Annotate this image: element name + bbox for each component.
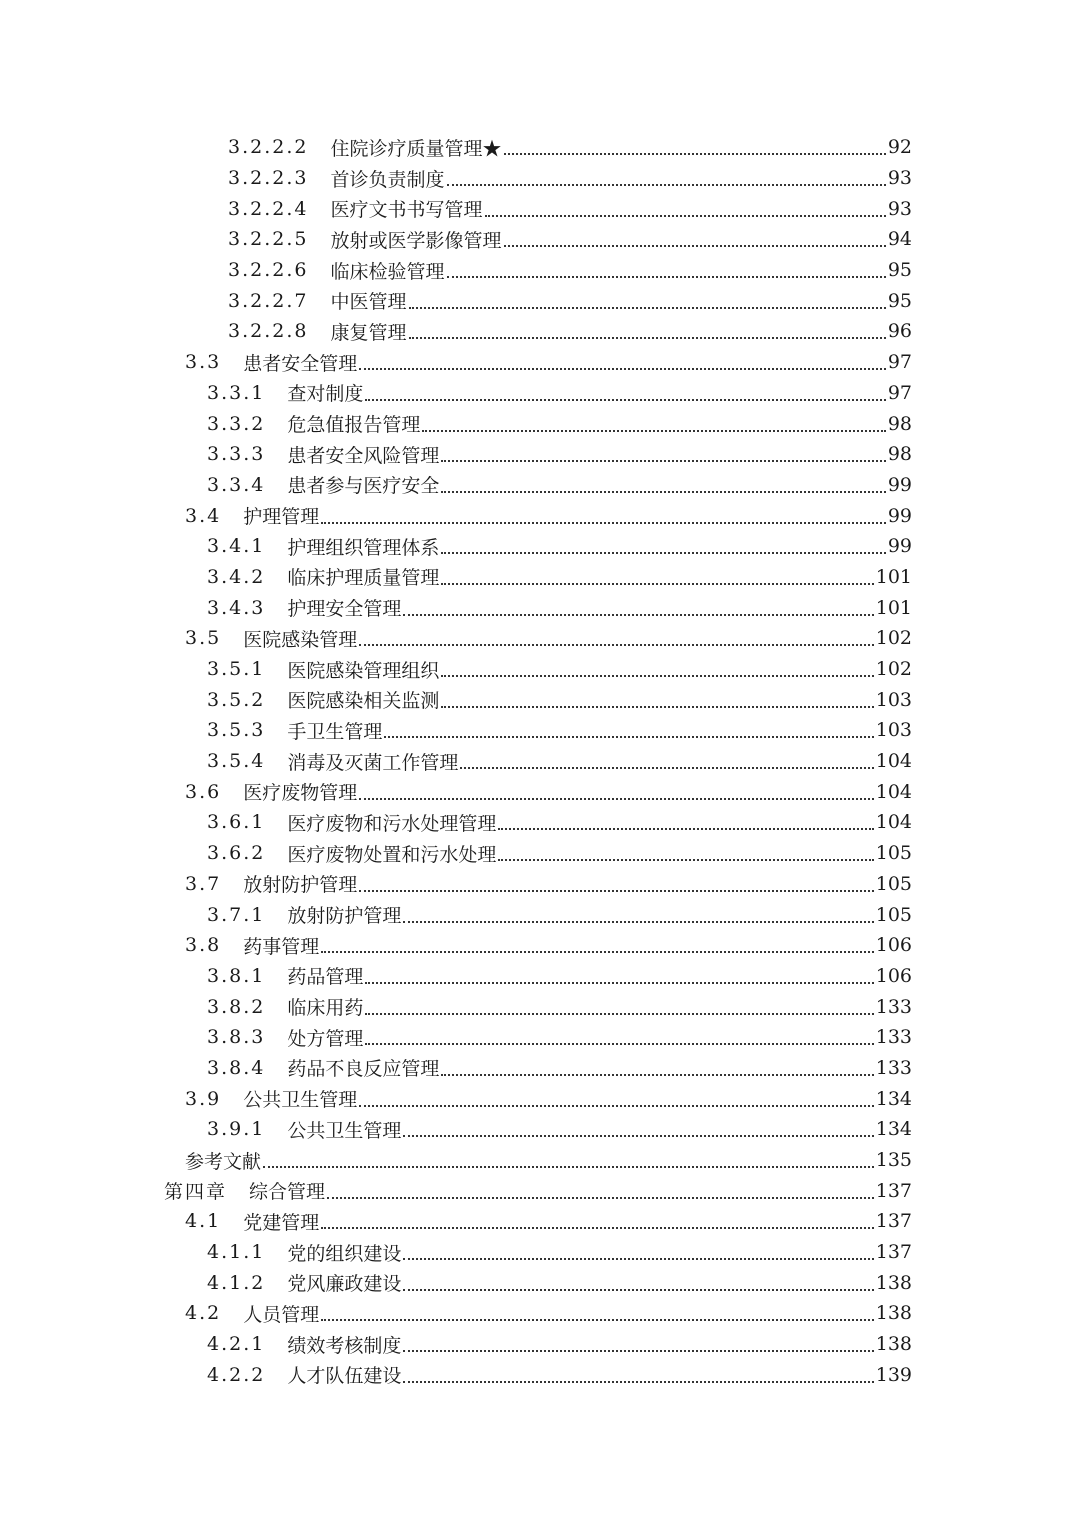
toc-entry[interactable] — [0, 991, 1074, 1022]
toc-entry[interactable] — [0, 592, 1074, 623]
toc-entry-page-number: 106 — [875, 964, 912, 987]
toc-entry-number: 3.6 — [185, 780, 222, 803]
dot-leader — [441, 491, 885, 493]
toc-entry-number: 3.2.2.6 — [228, 259, 309, 282]
dot-leader — [263, 1166, 874, 1168]
toc-entry-number: 3.8.4 — [207, 1056, 266, 1079]
toc-entry-number: 3.3.4 — [207, 473, 266, 496]
toc-entry[interactable] — [0, 1053, 1074, 1084]
toc-entry[interactable] — [0, 899, 1074, 930]
toc-entry-page-number: 99 — [887, 473, 912, 496]
toc-entry-number: 3.3.2 — [207, 412, 266, 435]
dot-leader — [359, 1105, 874, 1107]
toc-entry[interactable] — [0, 807, 1074, 838]
toc-entry[interactable] — [0, 684, 1074, 715]
toc-entry-title: 护理组织管理体系 — [287, 536, 440, 559]
toc-entry-title: 查对制度 — [287, 383, 364, 406]
toc-entry-number: 3.8.2 — [207, 995, 266, 1018]
toc-entry-number: 3.7.1 — [207, 903, 266, 926]
toc-entry-page-number: 133 — [875, 1056, 912, 1079]
toc-entry[interactable] — [0, 1114, 1074, 1145]
toc-entry-number: 3.2.2.3 — [228, 167, 309, 190]
toc-entry-number: 3.9 — [185, 1087, 222, 1110]
toc-entry-number: 4.1 — [185, 1210, 222, 1233]
toc-entry[interactable] — [0, 961, 1074, 992]
toc-entry-number: 3.2.2.4 — [228, 197, 309, 220]
toc-entry-number: 3.7 — [185, 872, 222, 895]
dot-leader — [321, 522, 886, 524]
toc-entry-page-number: 137 — [875, 1241, 912, 1264]
dot-leader — [447, 276, 886, 278]
toc-entry-title: 消毒及灭菌工作管理 — [287, 751, 459, 774]
toc-entry-page-number: 101 — [875, 565, 912, 588]
toc-entry-title: 康复管理 — [330, 321, 407, 344]
toc-entry[interactable] — [0, 715, 1074, 746]
toc-entry-number: 3.8 — [185, 934, 222, 957]
dot-leader — [460, 767, 873, 769]
toc-entry-title: 综合管理 — [249, 1181, 326, 1204]
toc-entry[interactable] — [0, 623, 1074, 654]
toc-entry[interactable] — [0, 193, 1074, 224]
toc-entry-title: 药品管理 — [287, 966, 364, 989]
toc-entry[interactable] — [0, 1237, 1074, 1268]
dot-leader — [403, 1258, 873, 1260]
toc-entry-number: 3.3 — [185, 351, 222, 374]
dot-leader — [498, 859, 873, 861]
toc-entry-page-number: 139 — [875, 1363, 912, 1386]
dot-leader — [327, 1197, 874, 1199]
toc-entry-title: 药品不良反应管理 — [287, 1058, 440, 1081]
toc-entry[interactable] — [0, 1175, 1074, 1206]
toc-entry-page-number: 93 — [887, 197, 912, 220]
toc-entry-page-number: 105 — [875, 872, 912, 895]
toc-entry[interactable] — [0, 1267, 1074, 1298]
toc-entry-page-number: 102 — [875, 658, 912, 681]
toc-entry-page-number: 138 — [875, 1333, 912, 1356]
toc-entry-number: 3.5.2 — [207, 688, 266, 711]
toc-entry-number: 3.4.1 — [207, 535, 266, 558]
toc-entry[interactable] — [0, 408, 1074, 439]
dot-leader — [441, 1074, 873, 1076]
toc-entry-number: 3.3.3 — [207, 443, 266, 466]
toc-entry[interactable] — [0, 654, 1074, 685]
toc-entry-page-number: 95 — [887, 259, 912, 282]
toc-entry-number: 第四章 — [164, 1181, 228, 1204]
toc-entry-title: 医疗文书书写管理 — [330, 199, 483, 222]
toc-entry-page-number: 93 — [887, 167, 912, 190]
toc-entry-title: 手卫生管理 — [287, 720, 383, 743]
toc-entry-title: 患者安全风险管理 — [287, 444, 440, 467]
toc-entry[interactable] — [0, 1083, 1074, 1114]
toc-entry-title: 放射防护管理 — [243, 874, 358, 897]
dot-leader — [441, 706, 873, 708]
toc-entry-title: 临床护理质量管理 — [287, 567, 440, 590]
toc-entry-title: 医疗废物管理 — [243, 782, 358, 805]
dot-leader — [504, 245, 886, 247]
dot-leader — [441, 460, 885, 462]
dot-leader — [365, 399, 885, 401]
toc-entry[interactable] — [0, 1360, 1074, 1391]
toc-entry-page-number: 96 — [887, 320, 912, 343]
dot-leader — [359, 644, 874, 646]
toc-entry-number: 3.5.3 — [207, 719, 266, 742]
toc-entry-page-number: 98 — [887, 443, 912, 466]
toc-entry-number: 3.5.4 — [207, 750, 266, 773]
toc-entry-title: 医疗废物和污水处理管理 — [287, 812, 497, 835]
dot-leader — [441, 552, 885, 554]
toc-entry-number: 4.1.2 — [207, 1271, 266, 1294]
toc-entry-number: 3.3.1 — [207, 381, 266, 404]
toc-entry-page-number: 134 — [875, 1087, 912, 1110]
toc-entry-title: 人才队伍建设 — [287, 1365, 402, 1388]
toc-entry-page-number: 97 — [887, 351, 912, 374]
toc-entry-title: 人员管理 — [243, 1303, 320, 1326]
toc-entry[interactable] — [0, 132, 1074, 163]
toc-entry-title: 公共卫生管理 — [287, 1119, 402, 1142]
toc-entry-page-number: 102 — [875, 627, 912, 650]
toc-entry-number: 3.2.2.2 — [228, 136, 309, 159]
toc-entry-page-number: 104 — [875, 780, 912, 803]
dot-leader — [441, 675, 873, 677]
toc-entry-page-number: 103 — [875, 719, 912, 742]
toc-entry[interactable] — [0, 869, 1074, 900]
toc-entry-number: 3.6.1 — [207, 811, 266, 834]
dot-leader — [359, 798, 874, 800]
toc-entry-number: 4.2.1 — [207, 1333, 266, 1356]
toc-entry-page-number: 95 — [887, 289, 912, 312]
toc-entry-title: 医疗废物处置和污水处理 — [287, 843, 497, 866]
toc-entry-number: 3.4.3 — [207, 596, 266, 619]
toc-entry-number: 3.5.1 — [207, 658, 266, 681]
dot-leader — [359, 368, 886, 370]
toc-entry-page-number: 137 — [875, 1210, 912, 1233]
dot-leader — [321, 951, 874, 953]
toc-entry[interactable] — [0, 746, 1074, 777]
dot-leader — [441, 583, 873, 585]
dot-leader — [321, 1319, 874, 1321]
toc-entry-title: 药事管理 — [243, 935, 320, 958]
dot-leader — [409, 307, 886, 309]
toc-entry-page-number: 133 — [875, 1026, 912, 1049]
toc-entry-number: 4.1.1 — [207, 1241, 266, 1264]
toc-entry[interactable] — [0, 562, 1074, 593]
toc-entry[interactable] — [0, 1329, 1074, 1360]
toc-entry-number: 3.5 — [185, 627, 222, 650]
toc-entry[interactable] — [0, 255, 1074, 286]
dot-leader — [504, 153, 886, 155]
toc-entry-page-number: 92 — [887, 136, 912, 159]
toc-entry-title: 放射防护管理 — [287, 905, 402, 928]
toc-entry-page-number: 98 — [887, 412, 912, 435]
dot-leader — [321, 1227, 874, 1229]
toc-entry[interactable] — [0, 838, 1074, 869]
toc-entry-page-number: 137 — [875, 1179, 912, 1202]
toc-entry[interactable] — [0, 1145, 1074, 1176]
toc-entry[interactable] — [0, 1206, 1074, 1237]
toc-entry-page-number: 138 — [875, 1302, 912, 1325]
dot-leader — [365, 982, 873, 984]
toc-entry[interactable] — [0, 1022, 1074, 1053]
toc-entry-title: 护理管理 — [243, 506, 320, 529]
dot-leader — [365, 1043, 873, 1045]
toc-entry-number: 3.8.1 — [207, 964, 266, 987]
toc-entry-page-number: 103 — [875, 688, 912, 711]
toc-entry-title: 党风廉政建设 — [287, 1273, 402, 1296]
toc-entry-page-number: 105 — [875, 842, 912, 865]
toc-entry-page-number: 138 — [875, 1271, 912, 1294]
toc-entry-number: 3.2.2.7 — [228, 289, 309, 312]
toc-entry-title: 参考文献 — [185, 1150, 262, 1173]
toc-entry[interactable] — [0, 1298, 1074, 1329]
toc-entry-page-number: 105 — [875, 903, 912, 926]
toc-entry[interactable] — [0, 224, 1074, 255]
toc-entry[interactable] — [0, 347, 1074, 378]
toc-entry-page-number: 134 — [875, 1118, 912, 1141]
toc-entry-number: 3.6.2 — [207, 842, 266, 865]
toc-entry-title: 绩效考核制度 — [287, 1334, 402, 1357]
toc-entry-number: 3.8.3 — [207, 1026, 266, 1049]
dot-leader — [422, 430, 885, 432]
toc-entry-title: 放射或医学影像管理 — [330, 229, 502, 252]
toc-entry-page-number: 101 — [875, 596, 912, 619]
toc-entry-number: 4.2.2 — [207, 1363, 266, 1386]
toc-entry-number: 3.4 — [185, 504, 222, 527]
toc-entry-title: 党建管理 — [243, 1211, 320, 1234]
toc-entry-page-number: 94 — [887, 228, 912, 251]
toc-entry-title: 医院感染管理组织 — [287, 659, 440, 682]
toc-entry-title: 护理安全管理 — [287, 598, 402, 621]
toc-entry-title: 党的组织建设 — [287, 1242, 402, 1265]
toc-entry-title: 临床检验管理 — [330, 260, 445, 283]
toc-entry[interactable] — [0, 470, 1074, 501]
toc-entry[interactable] — [0, 776, 1074, 807]
toc-entry-page-number: 135 — [875, 1149, 912, 1172]
toc-entry-title: 中医管理 — [330, 291, 407, 314]
toc-entry-number: 4.2 — [185, 1302, 222, 1325]
toc-entry[interactable] — [0, 316, 1074, 347]
toc-entry-number: 3.4.2 — [207, 565, 266, 588]
dot-leader — [403, 1289, 873, 1291]
dot-leader — [498, 828, 873, 830]
toc-entry-title: 处方管理 — [287, 1027, 364, 1050]
dot-leader — [403, 1135, 873, 1137]
toc-entry-title: 公共卫生管理 — [243, 1089, 358, 1112]
toc-entry[interactable] — [0, 500, 1074, 531]
toc-entry-number: 3.2.2.5 — [228, 228, 309, 251]
toc-entry[interactable] — [0, 531, 1074, 562]
toc-entry[interactable] — [0, 930, 1074, 961]
toc-entry[interactable] — [0, 163, 1074, 194]
toc-entry-page-number: 133 — [875, 995, 912, 1018]
toc-entry-number: 3.2.2.8 — [228, 320, 309, 343]
dot-leader — [447, 184, 886, 186]
toc-entry[interactable] — [0, 285, 1074, 316]
toc-entry-title: 危急值报告管理 — [287, 414, 421, 437]
toc-entry-title: 临床用药 — [287, 997, 364, 1020]
toc-entry-page-number: 99 — [887, 504, 912, 527]
dot-leader — [403, 921, 873, 923]
toc-entry-title: 患者安全管理 — [243, 352, 358, 375]
toc-entry[interactable] — [0, 439, 1074, 470]
table-of-contents — [0, 132, 1074, 1390]
toc-entry-page-number: 97 — [887, 381, 912, 404]
toc-entry-page-number: 106 — [875, 934, 912, 957]
toc-entry-number: 3.9.1 — [207, 1118, 266, 1141]
dot-leader — [403, 1350, 873, 1352]
toc-entry-title: 医院感染相关监测 — [287, 690, 440, 713]
toc-entry-title: 住院诊疗质量管理★ — [330, 137, 502, 160]
toc-entry-title: 患者参与医疗安全 — [287, 475, 440, 498]
toc-entry-page-number: 104 — [875, 811, 912, 834]
dot-leader — [403, 614, 873, 616]
toc-entry-page-number: 99 — [887, 535, 912, 558]
dot-leader — [359, 890, 874, 892]
toc-entry-page-number: 104 — [875, 750, 912, 773]
dot-leader — [384, 736, 873, 738]
toc-entry-title: 首诊负责制度 — [330, 168, 445, 191]
dot-leader — [403, 1381, 873, 1383]
dot-leader — [409, 337, 886, 339]
toc-entry[interactable] — [0, 378, 1074, 409]
dot-leader — [365, 1013, 873, 1015]
dot-leader — [485, 215, 886, 217]
toc-entry-title: 医院感染管理 — [243, 628, 358, 651]
